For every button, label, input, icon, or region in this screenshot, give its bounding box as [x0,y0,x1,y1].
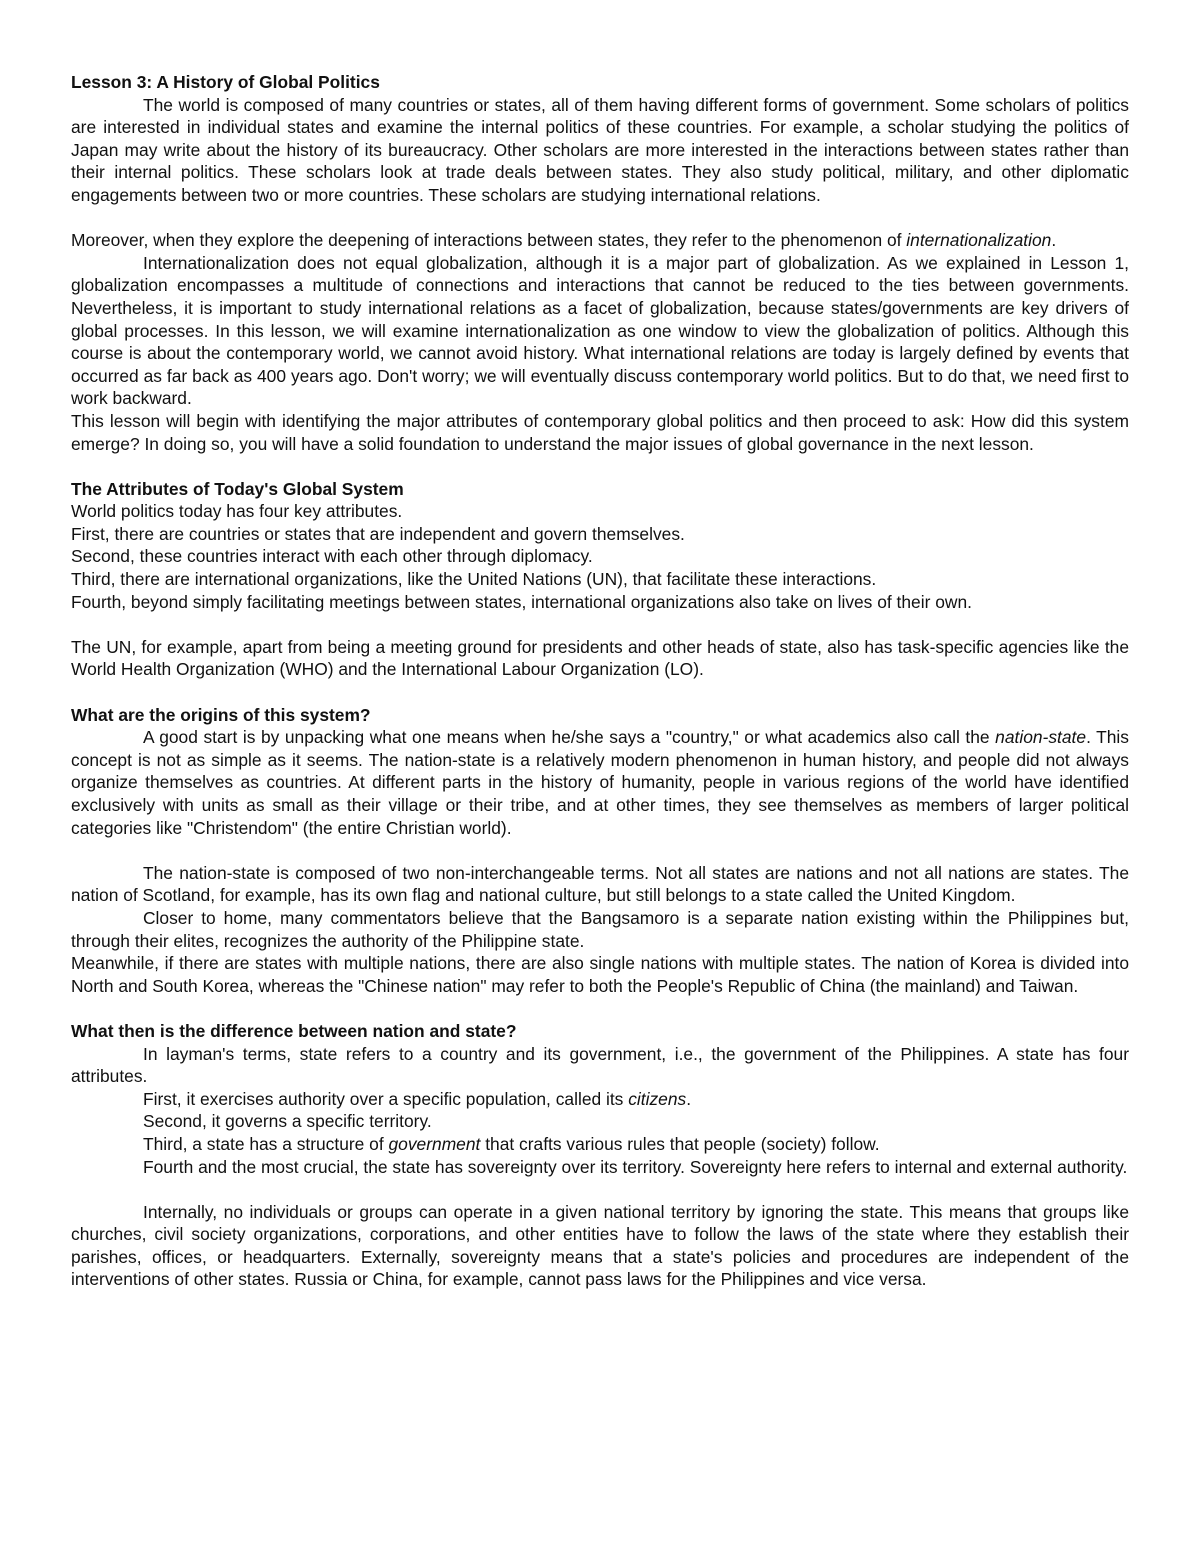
sovereignty-paragraph: Internally, no individuals or groups can operate in a given national territory by ignoring the state. This means that groups like churches, civil society organizations, corporations, and other entities have to follow the laws of the state where they establish their parishes, offices, or headquarters. Externally, sovereignty means that a state's policies and procedures are independent of the interventions of other states. Russia or China, for example, cannot pass laws for the Philippines and vice versa. [71,1201,1129,1290]
difference-paragraph-1: In layman's terms, state refers to a country and its government, i.e., the government of the Philippines. A state has four attributes. [71,1043,1129,1087]
attributes-line-2: First, there are countries or states that are independent and govern themselves. [71,523,685,544]
lesson-title: Lesson 3: A History of Global Politics [71,72,380,92]
origins-paragraph-1-start: A good start is by unpacking what one means when he/she says a "country," or what academics also call the [143,727,996,748]
origins-paragraph-2: The nation-state is composed of two non-interchangeable terms. Not all states are nations and not all nations are states. The nation of Scotland, for example, has its own flag and national culture, but still belongs to a state called the United Kingdom. [71,862,1129,906]
intro-paragraph-4: This lesson will begin with identifying the major attributes of contemporary global politics and then proceed to ask: How did this system emerge? In doing so, you will have a solid foundation to understand the major issues of global governance in the next lesson. [71,410,1129,454]
state-attribute-first-end: . [686,1088,692,1109]
intro-paragraph-1: The world is composed of many countries or states, all of them having different forms of government. Some scholars of politics are interested in individual states and examine the internal politics of these countries. For example, a scholar studying the politics of Japan may write about the history of its bureaucracy. Other scholars are more interested in the interactions between states rather than their internal politics. These scholars look at trade deals between states. They also study political, military, and other diplomatic engagements between two or more countries. These scholars are studying international relations. [71,94,1129,205]
origins-paragraph-3: Closer to home, many commentators believe that the Bangsamoro is a separate nation existing within the Philippines but, through their elites, recognizes the authority of the Philippine state. [71,907,1129,951]
state-attribute-first [71,1088,1129,1111]
state-attribute-third-end: that crafts various rules that people (society) follow. [480,1133,880,1154]
intro-paragraph-3: Internationalization does not equal globalization, although it is a major part of globalization. As we explained in Lesson 1, globalization encompasses a multitude of connections and interactions that cannot be reduced to the ties between governments. Nevertheless, it is important to study international relations as a facet of globalization, because states/governments are key drivers of global processes. In this lesson, we will examine internationalization as one window to view the globalization of politics. Although this course is about the contemporary world, we cannot avoid history. What international relations are today is largely defined by events that occurred as far back as 400 years ago. Don't worry; we will eventually discuss contemporary world politics. But to do that, we need first to work backward. [71,252,1129,409]
state-attribute-third-start: Third, a state has a structure of [143,1133,389,1154]
origins-paragraph-1-end: . This concept is not as simple as it seems. The nation-state is a relatively modern phenomenon in human history, and people did not always organize themselves as countries. At different parts in the history of humanity, people in various regions of the world have identified exclusively with units as small as their village or their tribe, and at other times, they see themselves as members of larger political categories like "Christendom" (the entire Christian world). [71,727,1129,838]
state-attribute-second: Second, it governs a specific territory. [143,1111,432,1132]
un-paragraph: The UN, for example, apart from being a meeting ground for presidents and other heads of state, also has task-specific agencies like the World Health Organization (WHO) and the International Labour Organization (LO). [71,636,1129,680]
intro-paragraph-2 [71,229,1129,252]
state-attribute-fourth: Fourth and the most crucial, the state has sovereignty over its territory. Sovereignty here refers to internal and external authority. [143,1156,1128,1177]
attributes-line-1: World politics today has four key attributes. [71,501,403,522]
paragraph-gap [71,997,1129,1020]
state-attribute-third [71,1133,1129,1156]
paragraph-gap [71,207,1129,230]
paragraph-gap [71,681,1129,704]
intro-paragraph-2-end: . [1051,230,1057,251]
citizens-term: citizens [628,1088,687,1109]
paragraph-gap [71,839,1129,862]
attributes-heading: The Attributes of Today's Global System [71,478,404,499]
paragraph-gap [71,613,1129,636]
paragraph-gap [71,1178,1129,1201]
paragraph-gap [71,455,1129,478]
attributes-line-5: Fourth, beyond simply facilitating meetings between states, international organizations also take on lives of their own. [71,591,972,612]
government-term: government [388,1133,481,1154]
origins-paragraph-4: Meanwhile, if there are states with multiple nations, there are also single nations with multiple states. The nation of Korea is divided into North and South Korea, whereas the "Chinese nation" may refer to both the People's Republic of China (the mainland) and Taiwan. [71,953,1129,996]
origins-paragraph-1 [71,726,1129,839]
attributes-line-4: Third, there are international organizations, like the United Nations (UN), that facilitate these interactions. [71,569,877,590]
difference-heading: What then is the difference between nation and state? [71,1020,517,1041]
origins-heading: What are the origins of this system? [71,704,371,725]
intro-paragraph-2-start: Moreover, when they explore the deepening of interactions between states, they refer to the phenomenon of [71,230,907,251]
nation-state-term: nation-state [995,727,1087,748]
state-attribute-first-start: First, it exercises authority over a specific population, called its [143,1088,629,1109]
attributes-line-3: Second, these countries interact with each other through diplomacy. [71,546,593,567]
internationalization-term: internationalization [906,230,1052,251]
